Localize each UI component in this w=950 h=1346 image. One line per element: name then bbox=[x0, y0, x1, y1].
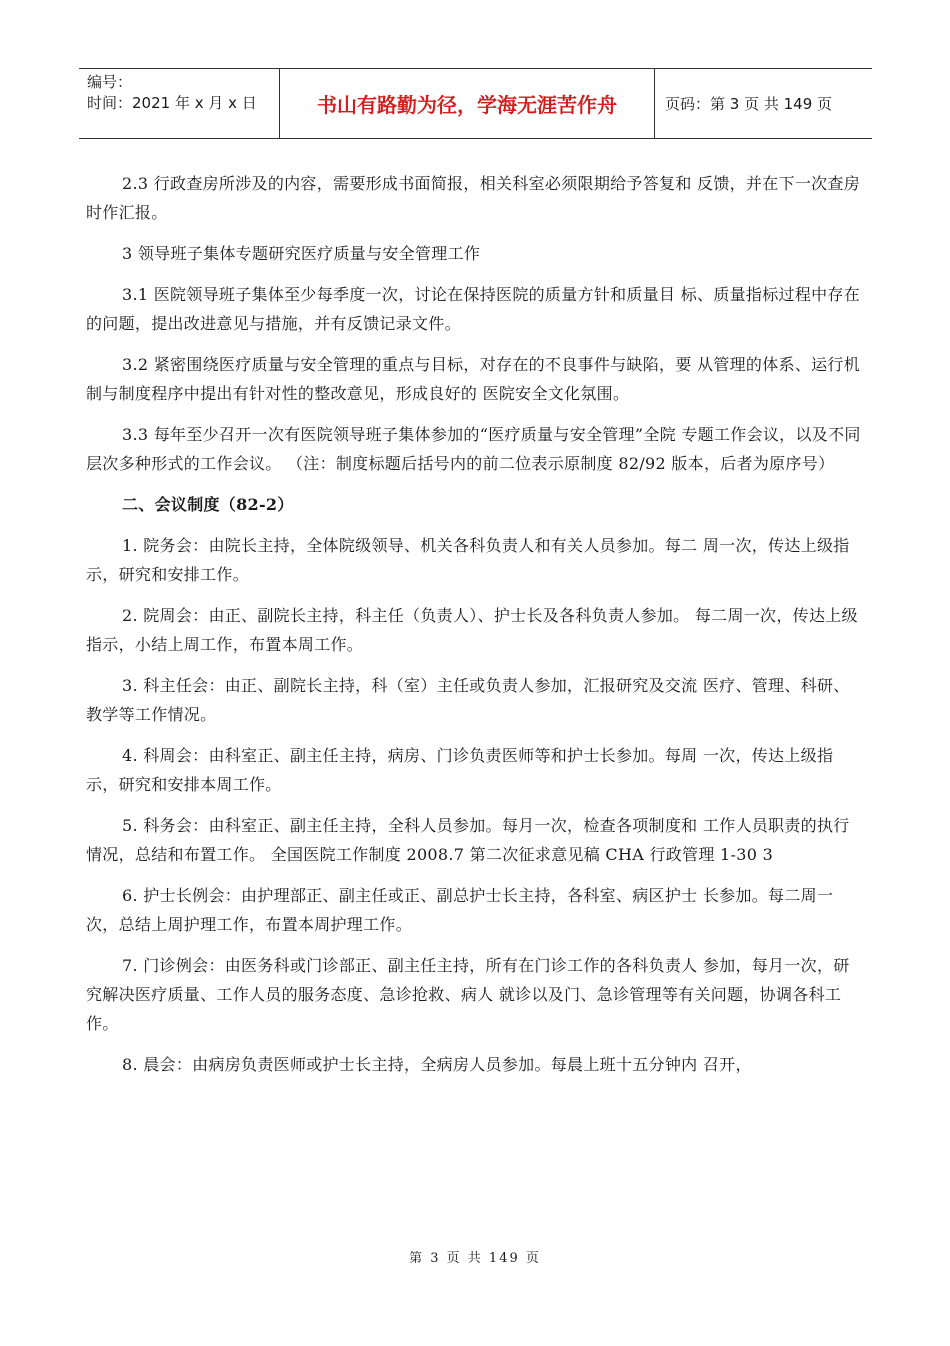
paragraph: 4. 科周会：由科室正、副主任主持，病房、门诊负责医师等和护士长参加。每周 一次，传达上级指示，研究和安排本周工作。 bbox=[86, 746, 834, 794]
paragraph: 2.3 行政查房所涉及的内容，需要形成书面简报，相关科室必须限期给予答复和 反馈，并在下一次查房时作汇报。 bbox=[86, 174, 861, 222]
header-meta bbox=[79, 69, 280, 138]
document-number-label: 编号： bbox=[87, 73, 133, 91]
paragraph: 2. 院周会：由正、副院长主持，科主任（负责人）、护士长及各科负责人参加。 每二周一次，传达上级指示，小结上周工作，布置本周工作。 bbox=[86, 606, 858, 654]
header-motto: 书山有路勤为径，学海无涯苦作舟 bbox=[280, 69, 655, 138]
page-footer: 第 3 页 共 149 页 bbox=[409, 1251, 541, 1266]
paragraph: 7. 门诊例会：由医务科或门诊部正、副主任主持，所有在门诊工作的各科负责人 参加，每月一次，研究解决医疗质量、工作人员的服务态度、急诊抢救、病人 就诊以及门、急诊管理等有关问题，协调各科工作。 bbox=[86, 956, 850, 1033]
document-date: 时间：2021 年 x 月 x 日 bbox=[87, 94, 257, 112]
paragraph: 3.3 每年至少召开一次有医院领导班子集体参加的“医疗质量与安全管理”全院 专题工作会议，以及不同层次多种形式的工作会议。 （注：制度标题后括号内的前二位表示原制度 82/92 版本，后者为原序号） bbox=[86, 425, 861, 473]
section-heading: 3 领导班子集体专题研究医疗质量与安全管理工作 bbox=[122, 244, 481, 263]
paragraph: 1. 院务会：由院长主持，全体院级领导、机关各科负责人和有关人员参加。每二 周一次，传达上级指示，研究和安排工作。 bbox=[86, 536, 850, 584]
paragraph: 3. 科主任会：由正、副院长主持，科（室）主任或负责人参加，汇报研究及交流 医疗、管理、科研、教学等工作情况。 bbox=[86, 676, 850, 724]
paragraph: 3.2 紧密围绕医疗质量与安全管理的重点与目标，对存在的不良事件与缺陷，要 从管理的体系、运行机制与制度程序中提出有针对性的整改意见，形成良好的 医院安全文化氛围。 bbox=[86, 355, 861, 403]
header-page-code: 页码：第 3 页 共 149 页 bbox=[665, 95, 833, 113]
document-body bbox=[86, 169, 864, 1091]
paragraph: 5. 科务会：由科室正、副主任主持，全科人员参加。每月一次，检查各项制度和 工作人员职责的执行情况，总结和布置工作。 全国医院工作制度 2008.7 第二次征求意见稿 CHA 行政管理 1-30 3 bbox=[86, 816, 850, 864]
paragraph: 6. 护士长例会：由护理部正、副主任或正、副总护士长主持，各科室、病区护士 长参加。每二周一次，总结上周护理工作，布置本周护理工作。 bbox=[86, 886, 834, 934]
paragraph: 3.1 医院领导班子集体至少每季度一次，讨论在保持医院的质量方针和质量目 标、质量指标过程中存在的问题，提出改进意见与措施，并有反馈记录文件。 bbox=[86, 285, 861, 333]
chapter-heading: 二、会议制度（82-2） bbox=[122, 495, 294, 514]
page-header bbox=[79, 68, 872, 139]
paragraph: 8. 晨会：由病房负责医师或护士长主持，全病房人员参加。每晨上班十五分钟内 召开， bbox=[122, 1055, 752, 1074]
